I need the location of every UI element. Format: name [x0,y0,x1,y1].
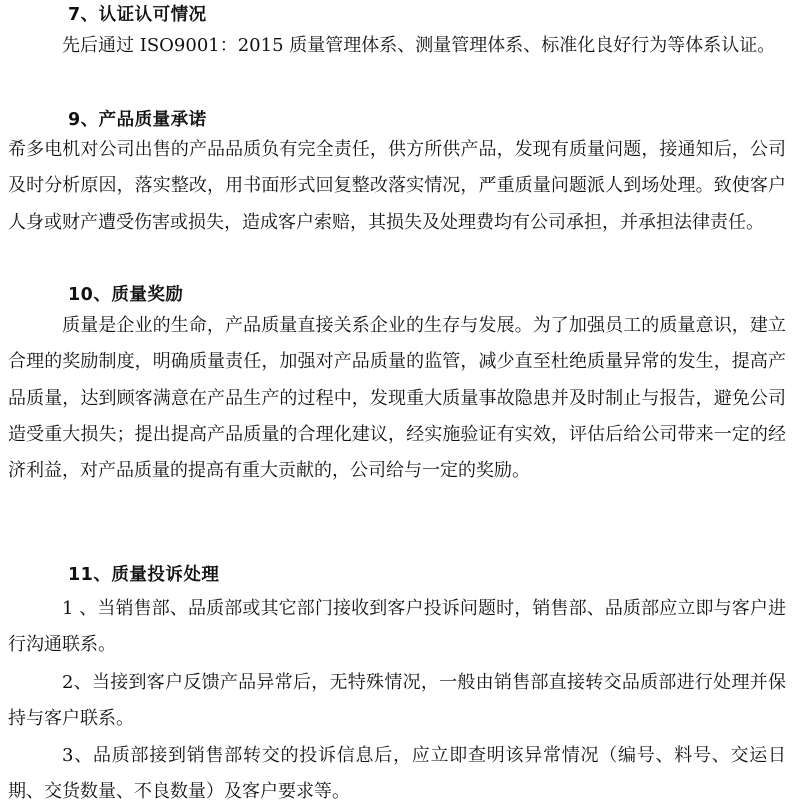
section-9-text: 希多电机对公司出售的产品品质负有完全责任，供方所供产品，发现有质量问题，接通知后，公司及时分析原因，落实整改，用书面形式回复整改落实情况，严重质量问题派人到场处理。致使客户人身或财产遭受伤害或损失，造成客户索赔，其损失及处理费均有公司承担，并承担法律责任。 [8,139,786,233]
section-11-heading: 11、质量投诉处理 [68,565,220,585]
complaint-step-2-text: 2、当接到客户反馈产品异常后，无特殊情况，一般由销售部直接转交品质部进行处理并保持与客户联系。 [8,672,786,730]
complaint-step-1 [8,591,786,664]
section-10-text: 质量是企业的生命，产品质量直接关系企业的生存与发展。为了加强员工的质量意识，建立合理的奖励制度，明确质量责任，加强对产品质量的监管，减少直至杜绝质量异常的发生，提高产品质量，达到顾客满意在产品生产的过程中，发现重大质量事故隐患并及时制止与报告，避免公司造受重大损失；提出提高产品质量的合理化建议，经实施验证有实效，评估后给公司带来一定的经济利益，对产品质量的提高有重大贡献的，公司给与一定的奖励。 [8,315,786,482]
complaint-step-2 [8,665,786,738]
section-10-paragraph [8,308,786,489]
section-9-paragraph [8,132,786,241]
section-7-text: 先后通过 ISO9001：2015 质量管理体系、测量管理体系、标准化良好行为等体系认证。 [62,35,776,56]
complaint-step-1-text: 1 、当销售部、品质部或其它部门接收到客户投诉问题时，销售部、品质部应立即与客户进行沟通联系。 [8,598,786,656]
section-7-paragraph [8,28,786,64]
section-10-heading: 10、质量奖励 [68,285,184,305]
complaint-step-3-text: 3、品质部接到销售部转交的投诉信息后，应立即查明该异常情况（编号、料号、交运日期、交货数量、不良数量）及客户要求等。 [8,745,786,803]
complaint-step-3 [8,738,786,811]
section-7-heading: 7、认证认可情况 [68,5,207,25]
section-9-heading: 9、产品质量承诺 [68,110,207,130]
